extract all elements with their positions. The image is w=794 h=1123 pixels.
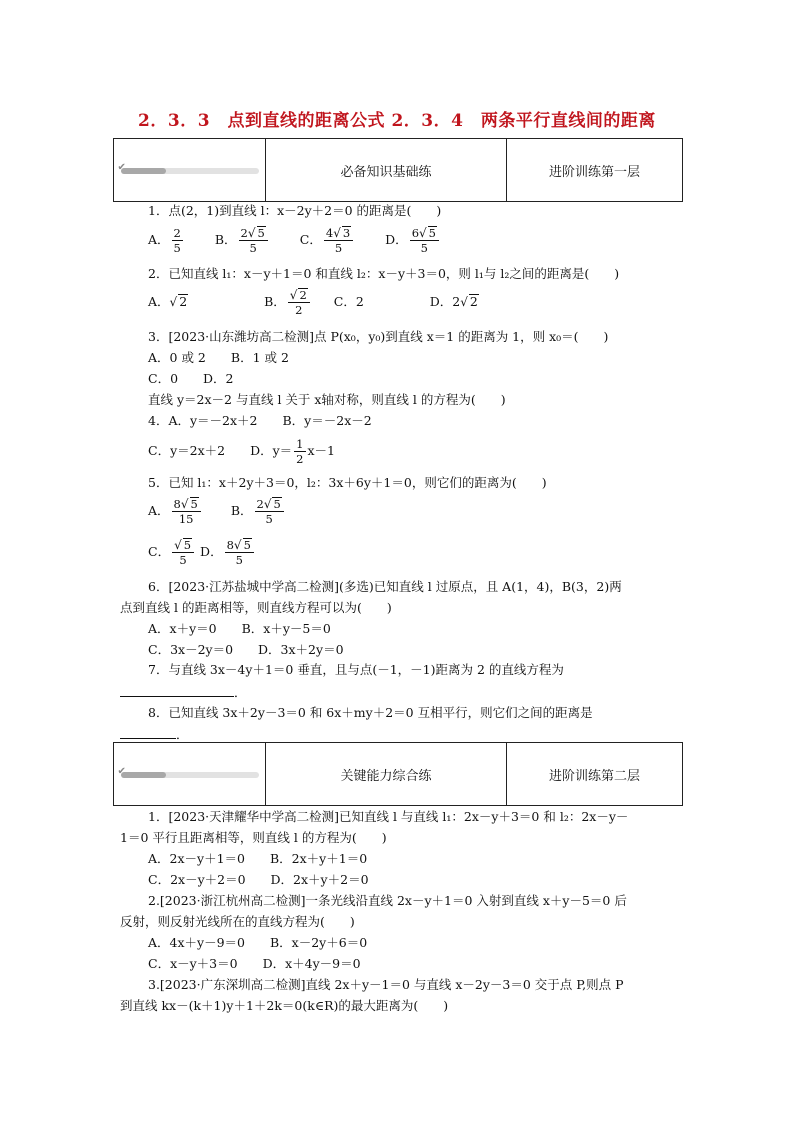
question-3-stem: 3．[2023·山东潍坊高二检测]点 P(x₀，y₀)到直线 x＝1 的距离为 1，则 x₀＝( ) (148, 329, 609, 344)
section-level: 进阶训练第二层 (507, 743, 683, 806)
problem-2-options-cd: C．x－y＋3＝0 D．x＋4y－9＝0 (148, 956, 361, 971)
problem-3-stem-line1: 3.[2023·广东深圳高二检测]直线 2x＋y－1＝0 与直线 x－2y－3＝0 交于点 P,则点 P (148, 977, 624, 992)
progress-bar (117, 161, 259, 174)
question-2-options: A．√ 2 B． $\frac{√ 2}{2}$ C．2 D．2√ 2 (148, 288, 478, 317)
question-6-options-ab: A．x＋y＝0 B．x＋y－5＝0 (148, 621, 331, 636)
answer-blank[interactable] (120, 684, 234, 697)
problem-3-stem-line2: 到直线 kx－(k＋1)y＋1＋2k＝0(k∈R)的最大距离为( ) (120, 998, 449, 1013)
question-5-options-ab: A． $\frac{8√ 5}{15}$ B． $\frac{2√ 5}{5}$ (148, 497, 286, 526)
question-7-stem: 7．与直线 3x－4y＋1＝0 垂直，且与点(－1，－1)距离为 2 的直线方程为 (148, 662, 564, 677)
problem-2-stem-line1: 2.[2023·浙江杭州高二检测]一条光线沿直线 2x－y＋1＝0 入射到直线 x＋y－5＝0 后 (148, 893, 627, 908)
question-6-stem-line2: 点到直线 l 的距离相等，则直线方程可以为( ) (120, 600, 392, 615)
progress-bar (117, 765, 259, 778)
question-2-stem: 2．已知直线 l₁：x－y＋1＝0 和直线 l₂：x－y＋3＝0，则 l₁与 l₂之间的距离是( ) (148, 266, 620, 281)
answer-blank[interactable] (120, 726, 176, 739)
progress-cell (114, 139, 266, 202)
progress-cell (114, 743, 266, 806)
section-header-key (113, 742, 683, 806)
progress-fill (121, 168, 167, 174)
page-title: 2．3．3 点到直线的距离公式 2．3．4 两条平行直线间的距离 (138, 111, 656, 131)
problem-2-stem-line2: 反射，则反射光线所在的直线方程为( ) (120, 914, 355, 929)
check-icon: ✔ (117, 161, 126, 173)
progress-fill (121, 772, 167, 778)
question-3-options-ab: A．0 或 2 B．1 或 2 (148, 350, 289, 365)
question-1-stem: 1．点(2，1)到直线 l：x－2y＋2＝0 的距离是( ) (148, 203, 442, 218)
section-header-basic (113, 138, 683, 202)
question-5-options-cd: C． $\frac{√ 5}{5}$ D． $\frac{8√ 5}{5}$ (148, 538, 256, 567)
question-8-stem: 8．已知直线 3x＋2y－3＝0 和 6x＋my＋2＝0 互相平行，则它们之间的距离是 (148, 705, 593, 720)
question-1-options: A． $\frac{2}{5}$ B． $\frac{2√ 5}{5}$ C． $\frac{4√ 3}{5}$ D． $\frac{6√ 5}{5}$ (148, 226, 441, 255)
question-6-stem-line1: 6．[2023·江苏盐城中学高二检测](多选)已知直线 l 过原点，且 A(1，4)，B(3，2)两 (148, 579, 622, 594)
section-level: 进阶训练第一层 (507, 139, 683, 202)
question-4-options-ab: 4．A．y＝－2x＋2 B．y＝－2x－2 (148, 413, 372, 428)
problem-1-stem-line2: 1＝0 平行且距离相等，则直线 l 的方程为( ) (120, 830, 387, 845)
problem-1-options-cd: C．2x－y＋2＝0 D．2x＋y＋2＝0 (148, 872, 369, 887)
question-4-options-cd: C．y＝2x＋2 D．y＝ $\frac{1}{2}$ x－1 (148, 437, 336, 466)
section-label: 关键能力综合练 (266, 743, 507, 806)
question-3-options-cd: C．0 D．2 (148, 371, 234, 386)
question-4-stem: 直线 y＝2x－2 与直线 l 关于 x轴对称，则直线 l 的方程为( ) (148, 392, 506, 407)
check-icon: ✔ (117, 765, 126, 777)
question-5-stem: 5．已知 l₁：x＋2y＋3＝0，l₂：3x＋6y＋1＝0，则它们的距离为( ) (148, 475, 547, 490)
question-7-answer-line: ． (120, 684, 247, 701)
question-6-options-cd: C．3x－2y＝0 D．3x＋2y＝0 (148, 642, 344, 657)
problem-1-options-ab: A．2x－y＋1＝0 B．2x＋y＋1＝0 (148, 851, 368, 866)
question-8-answer-line: ． (120, 726, 189, 743)
problem-1-stem-line1: 1．[2023·天津耀华中学高二检测]已知直线 l 与直线 l₁：2x－y＋3＝0 和 l₂：2x－y－ (148, 809, 629, 824)
section-label: 必备知识基础练 (266, 139, 507, 202)
problem-2-options-ab: A．4x＋y－9＝0 B．x－2y＋6＝0 (148, 935, 368, 950)
